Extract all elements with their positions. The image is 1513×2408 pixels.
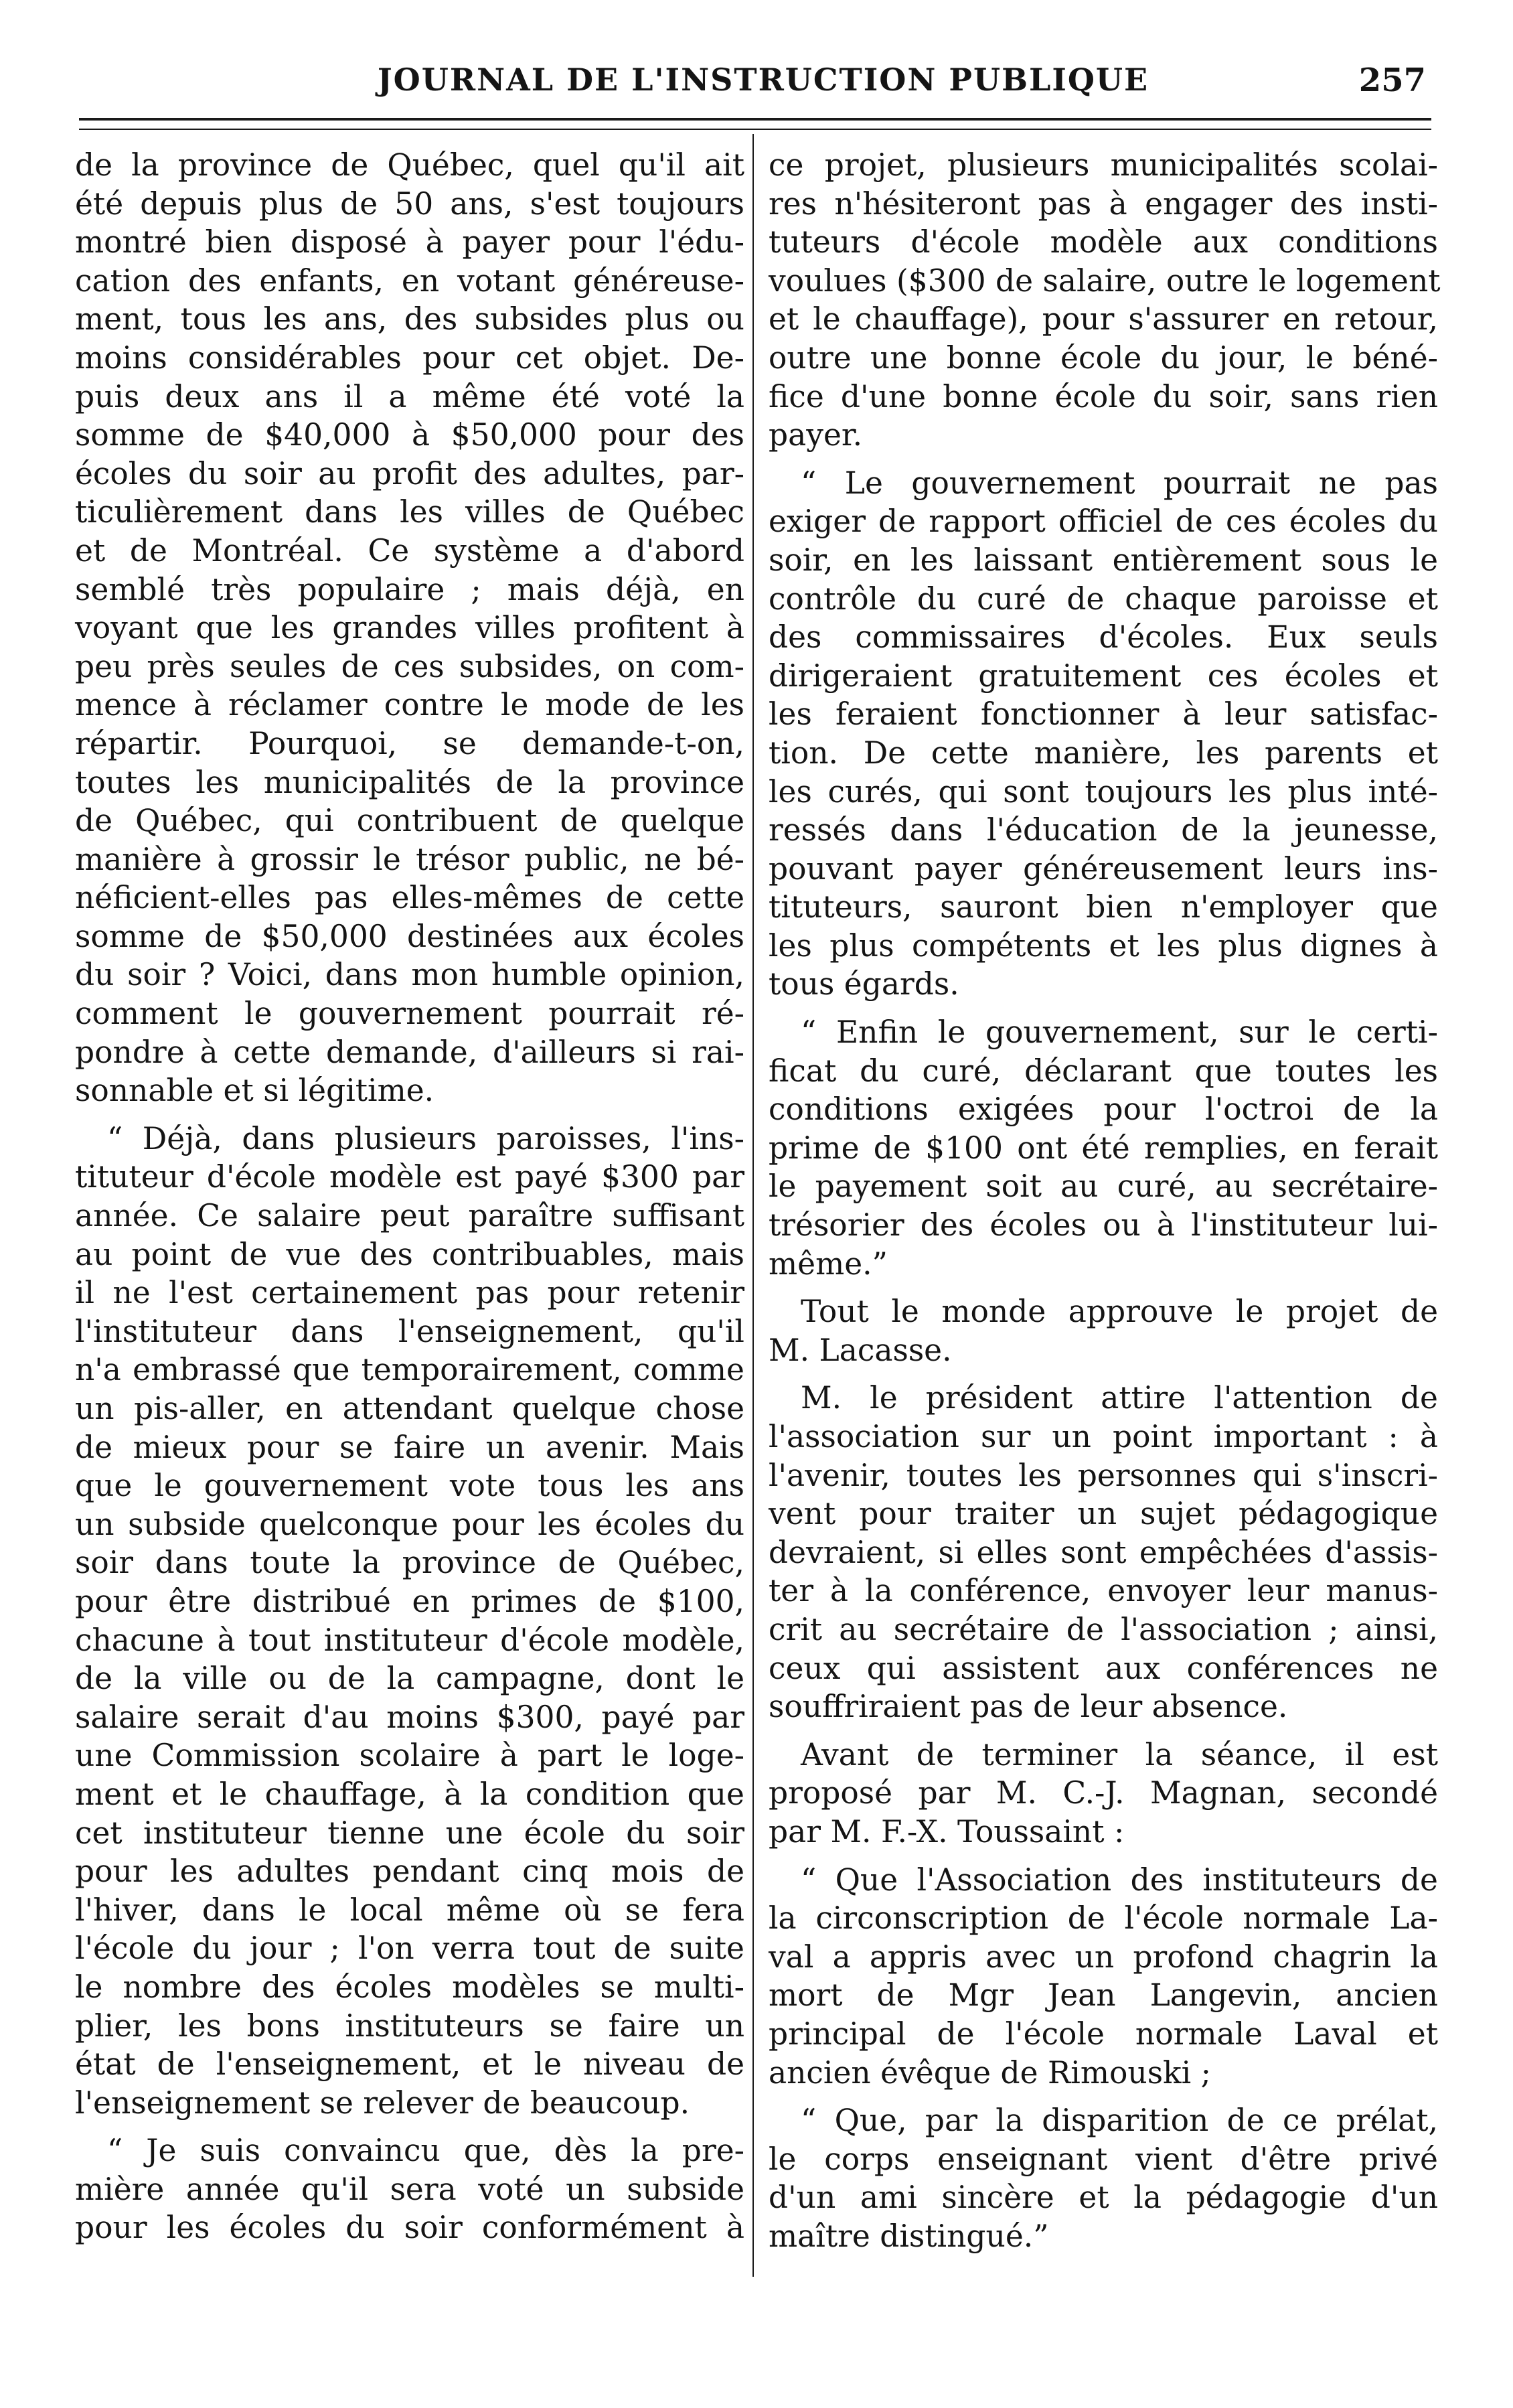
- text-line: de Québec, qui contribuent de quelque: [75, 803, 744, 839]
- text-line: tuteurs d'école modèle aux conditions: [769, 224, 1438, 260]
- text-line: le corps enseignant vient d'être privé: [769, 2141, 1438, 2177]
- text-line: prime de $100 ont été remplies, en ferait: [769, 1130, 1438, 1166]
- header-rule: [79, 118, 1431, 121]
- text-line: de mieux pour se faire un avenir. Mais: [75, 1429, 744, 1465]
- text-line: val a appris avec un profond chagrin la: [769, 1939, 1438, 1975]
- text-line: pour les écoles du soir conformément à: [75, 2210, 744, 2246]
- text-line: soir, en les laissant entièrement sous le: [769, 542, 1438, 578]
- text-line: somme de $50,000 destinées aux écoles: [75, 918, 744, 954]
- text-line: ter à la conférence, envoyer leur manus-: [769, 1573, 1438, 1609]
- text-line: et de Montréal. Ce système a d'abord: [75, 532, 744, 569]
- text-line: comment le gouvernement pourrait ré-: [75, 996, 744, 1032]
- text-line: soir dans toute la province de Québec,: [75, 1545, 744, 1581]
- text-line: plier, les bons instituteurs se faire un: [75, 2008, 744, 2044]
- text-line: d'un ami sincère et la pédagogie d'un: [769, 2180, 1438, 2216]
- text-line: vent pour traiter un sujet pédagogique: [769, 1496, 1438, 1532]
- paragraph-gap: [769, 2092, 1438, 2101]
- paragraph-gap: [769, 1369, 1438, 1379]
- text-line: mière année qu'il sera voté un subside: [75, 2171, 744, 2207]
- text-line: néficient-elles pas elles-mêmes de cette: [75, 880, 744, 916]
- paragraph-gap: [769, 455, 1438, 464]
- text-line: ment et le chauffage, à la condition que: [75, 1776, 744, 1812]
- text-line: Tout le monde approuve le projet de: [801, 1294, 1438, 1330]
- right-column: [769, 146, 1441, 2255]
- column-divider: [752, 134, 754, 2277]
- journal-title: JOURNAL DE L'INSTRUCTION PUBLIQUE: [377, 62, 1149, 98]
- text-line: sonnable et si légitime.: [75, 1073, 434, 1109]
- text-line: les plus compétents et les plus dignes à: [769, 927, 1438, 964]
- text-line: de la province de Québec, quel qu'il ait: [75, 147, 744, 183]
- text-line: ressés dans l'éducation de la jeunesse,: [769, 812, 1438, 848]
- text-line: voulues ($300 de salaire, outre le logement: [769, 262, 1441, 299]
- text-line: Avant de terminer la séance, il est: [801, 1736, 1438, 1773]
- text-line: fice d'une bonne école du soir, sans rien: [769, 378, 1438, 415]
- text-line: moins considérables pour cet objet. De-: [75, 340, 744, 376]
- text-line: dirigeraient gratuitement ces écoles et: [769, 658, 1438, 694]
- text-line: manière à grossir le trésor public, ne bé-: [75, 841, 744, 877]
- left-column: [75, 146, 744, 2247]
- text-line: ancien évêque de Rimouski ;: [769, 2054, 1211, 2091]
- text-line: ticulièrement dans les villes de Québec: [75, 494, 744, 530]
- text-line: des commissaires d'écoles. Eux seuls: [769, 619, 1438, 656]
- text-line: M. le président attire l'attention de: [801, 1380, 1438, 1416]
- paragraph-gap: [769, 1726, 1438, 1736]
- text-line: par M. F.-X. Toussaint :: [769, 1813, 1125, 1850]
- text-line: M. Lacasse.: [769, 1332, 952, 1368]
- text-line: mence à réclamer contre le mode de les: [75, 687, 744, 723]
- text-line: l'école du jour ; l'on verra tout de suite: [75, 1931, 744, 1967]
- text-line: il ne l'est certainement pas pour retenir: [75, 1275, 744, 1311]
- text-line: devraient, si elles sont empêchées d'assis-: [769, 1534, 1438, 1570]
- text-line: année. Ce salaire peut paraître suffisant: [75, 1198, 744, 1234]
- text-line: payer.: [769, 417, 863, 453]
- paragraph-gap: [75, 1110, 744, 1120]
- text-line: les curés, qui sont toujours les plus inté-: [769, 773, 1438, 810]
- text-line: pour être distribué en primes de $100,: [75, 1583, 744, 1619]
- text-line: salaire serait d'au moins $300, payé par: [75, 1699, 744, 1735]
- text-line: une Commission scolaire à part le loge-: [75, 1738, 744, 1774]
- text-line: tion. De cette manière, les parents et: [769, 735, 1438, 771]
- text-line: toutes les municipalités de la province: [75, 764, 744, 800]
- text-line: proposé par M. C.-J. Magnan, secondé: [769, 1775, 1438, 1811]
- header-rule-thin: [79, 129, 1431, 130]
- text-line: un subside quelconque pour les écoles du: [75, 1506, 744, 1542]
- text-line: l'association sur un point important : à: [769, 1419, 1438, 1454]
- text-line: pondre à cette demande, d'ailleurs si rai-: [75, 1034, 744, 1070]
- text-line: mort de Mgr Jean Langevin, ancien: [769, 1977, 1438, 2014]
- text-line: voyant que les grandes villes profitent à: [75, 610, 744, 646]
- text-line: principal de l'école normale Laval et: [769, 2016, 1438, 2052]
- paragraph-gap: [769, 1004, 1438, 1013]
- running-header: [74, 62, 1433, 115]
- text-line: n'a embrassé que temporairement, comme: [75, 1352, 744, 1388]
- text-line: le nombre des écoles modèles se multi-: [75, 1969, 744, 2005]
- text-line: chacune à tout instituteur d'école modèle,: [75, 1622, 744, 1658]
- text-line: un pis-aller, en attendant quelque chose: [75, 1391, 744, 1426]
- text-line: l'hiver, dans le local même où se fera: [75, 1892, 744, 1928]
- text-line: cation des enfants, en votant généreuse-: [75, 262, 744, 299]
- text-line: semblé très populaire ; mais déjà, en: [75, 571, 744, 607]
- text-line: “ Que l'Association des instituteurs de: [801, 1862, 1438, 1898]
- text-line: tituteurs, sauront bien n'employer que: [769, 889, 1438, 925]
- text-line: le payement soit au curé, au secrétaire-: [769, 1169, 1438, 1205]
- text-line: souffriraient pas de leur absence.: [769, 1689, 1288, 1725]
- text-line: même.”: [769, 1246, 888, 1282]
- text-line: “ Déjà, dans plusieurs paroisses, l'ins-: [107, 1120, 744, 1156]
- text-line: pouvant payer généreusement leurs ins-: [769, 850, 1438, 887]
- text-line: l'enseignement se relever de beaucoup.: [75, 2085, 690, 2121]
- text-line: ce projet, plusieurs municipalités scolai-: [769, 147, 1438, 183]
- text-line: état de l'enseignement, et le niveau de: [75, 2046, 744, 2083]
- text-line: cet instituteur tienne une école du soir: [75, 1815, 744, 1851]
- text-line: “ Je suis convaincu que, dès la pre-: [107, 2133, 744, 2169]
- text-line: peu près seules de ces subsides, on com-: [75, 648, 744, 684]
- text-line: puis deux ans il a même été voté la: [75, 378, 744, 415]
- text-line: exiger de rapport officiel de ces écoles du: [769, 504, 1438, 540]
- paragraph-gap: [75, 2122, 744, 2131]
- paragraph-gap: [769, 1283, 1438, 1292]
- text-line: tous égards.: [769, 966, 959, 1002]
- text-line: au point de vue des contribuables, mais: [75, 1236, 744, 1272]
- text-line: tituteur d'école modèle est payé $300 par: [75, 1159, 744, 1195]
- text-line: conditions exigées pour l'octroi de la: [769, 1092, 1438, 1128]
- text-line: du soir ? Voici, dans mon humble opinion,: [75, 957, 744, 993]
- text-line: ment, tous les ans, des subsides plus ou: [75, 301, 744, 337]
- text-line: res n'hésiteront pas à engager des insti-: [769, 185, 1438, 222]
- text-line: l'instituteur dans l'enseignement, qu'il: [75, 1313, 744, 1349]
- text-line: ficat du curé, déclarant que toutes les: [769, 1053, 1438, 1089]
- text-line: maître distingué.”: [769, 2218, 1049, 2254]
- paragraph-gap: [769, 1852, 1438, 1861]
- text-line: de la ville ou de la campagne, dont le: [75, 1661, 744, 1697]
- text-line: montré bien disposé à payer pour l'édu-: [75, 224, 744, 260]
- text-line: ceux qui assistent aux conférences ne: [769, 1650, 1438, 1686]
- text-line: la circonscription de l'école normale La-: [769, 1900, 1438, 1937]
- text-line: somme de $40,000 à $50,000 pour des: [75, 417, 744, 453]
- text-line: contrôle du curé de chaque paroisse et: [769, 581, 1438, 617]
- text-line: crit au secrétaire de l'association ; ainsi,: [769, 1611, 1438, 1647]
- text-line: “ Le gouvernement pourrait ne pas: [801, 465, 1438, 501]
- text-line: les feraient fonctionner à leur satisfac-: [769, 696, 1438, 733]
- page-number: 257: [1358, 62, 1426, 99]
- text-line: “ Enfin le gouvernement, sur le certi-: [801, 1014, 1438, 1051]
- text-line: “ Que, par la disparition de ce prélat,: [801, 2103, 1438, 2139]
- text-line: l'avenir, toutes les personnes qui s'inscri-: [769, 1457, 1438, 1493]
- text-line: outre une bonne école du jour, le béné-: [769, 340, 1438, 376]
- text-line: répartir. Pourquoi, se demande-t-on,: [75, 725, 744, 761]
- text-line: été depuis plus de 50 ans, s'est toujours: [75, 185, 744, 222]
- text-line: écoles du soir au profit des adultes, par-: [75, 455, 744, 492]
- text-line: que le gouvernement vote tous les ans: [75, 1468, 744, 1504]
- text-line: et le chauffage), pour s'assurer en retour,: [769, 301, 1438, 337]
- text-line: trésorier des écoles ou à l'instituteur lui-: [769, 1207, 1438, 1244]
- text-line: pour les adultes pendant cinq mois de: [75, 1854, 744, 1890]
